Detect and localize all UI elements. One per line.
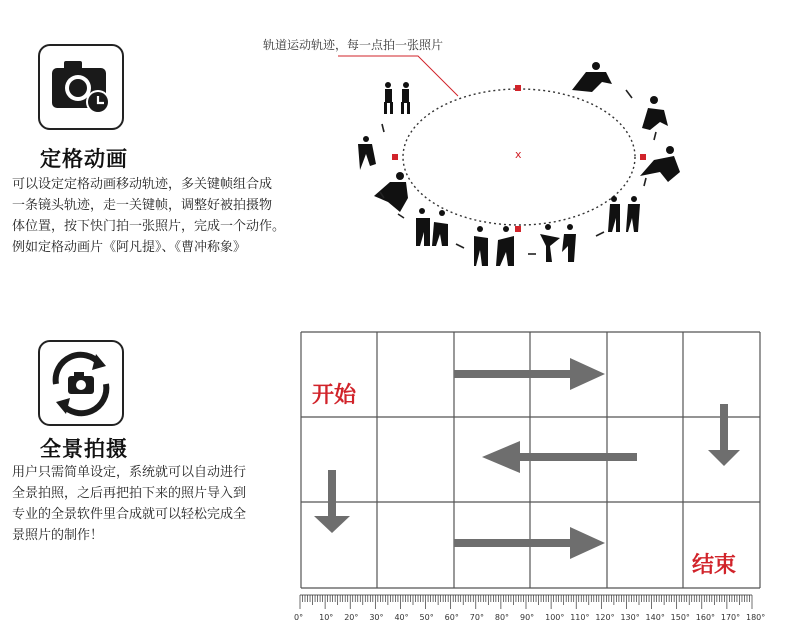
ruler-tick-label: 30°: [369, 613, 384, 622]
start-label: 开始: [312, 382, 357, 408]
ruler-tick-label: 150°: [670, 613, 690, 622]
ruler-tick-label: 20°: [344, 613, 359, 622]
ruler-tick-label: 180°: [746, 613, 766, 622]
ruler-tick-label: 130°: [620, 613, 640, 622]
stop-motion-title: 定格动画: [40, 146, 128, 171]
panorama-title: 全景拍摄: [40, 436, 128, 461]
ruler-tick-label: 140°: [645, 613, 665, 622]
arrow-down-icon: [708, 404, 740, 466]
ruler-tick-label: 90°: [520, 613, 535, 622]
ruler-tick-label: 80°: [494, 613, 510, 622]
arrow-left-icon: [482, 441, 637, 473]
end-label: 结束: [692, 552, 737, 578]
ruler-tick-label: 100°: [545, 613, 565, 622]
ruler-tick-label: 160°: [695, 613, 716, 622]
ruler-tick-label: 170°: [720, 613, 741, 622]
ruler-tick-label: 0°: [294, 613, 304, 622]
ruler-tick-label: 70°: [469, 613, 484, 622]
ruler-tick-label: 110°: [570, 613, 590, 622]
ruler-tick-label: 120°: [595, 613, 615, 622]
ruler-tick-label: 40°: [394, 613, 409, 622]
orbit-caption: 轨道运动轨迹，每一点拍一张照片: [263, 38, 444, 52]
panorama-description: 用户只需简单设定，系统就可以自动进行 全景拍照，之后再把拍下来的照片导入到 专业的全景软件里合成就可以轻松完成全 景照片的制作！: [12, 465, 247, 543]
ruler-tick-label: 10°: [319, 613, 334, 622]
stop-motion-description: 可以设定定格动画移动轨迹，多关键帧组合成 一条镜头轨迹，走一关键帧，调整好被拍摄物 体位置，按下快门拍一张照片，完成一个动作。 例如定格动画片《阿凡提》、《曹冲称象》: [12, 177, 286, 255]
ruler-tick-label: 50°: [419, 613, 434, 622]
ruler-tick-label: 60°: [444, 613, 459, 622]
orbit-center-mark: x: [515, 148, 522, 161]
